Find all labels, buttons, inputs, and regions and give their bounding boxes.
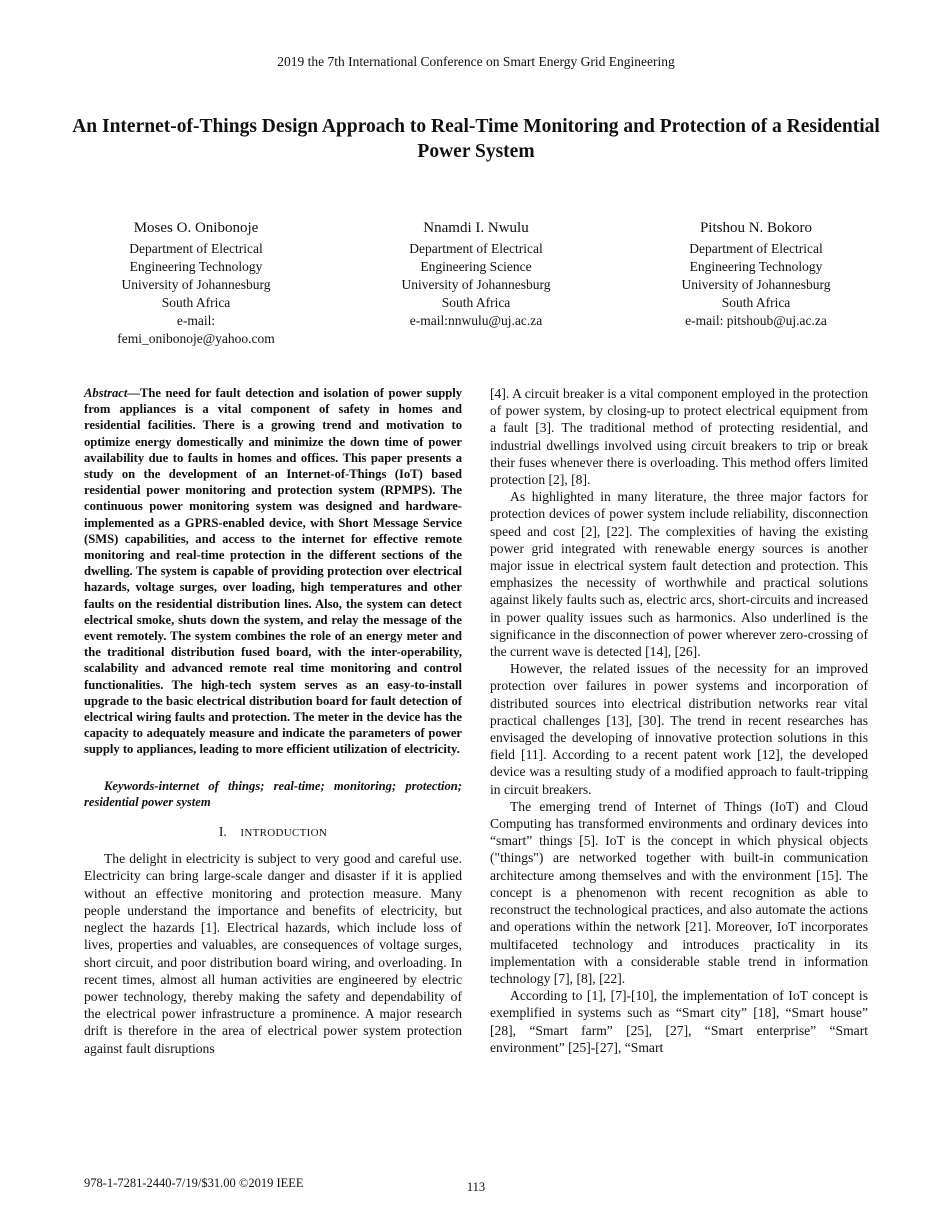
author-affiliation-line: South Africa [161,295,231,310]
keywords: Keywords-internet of things; real-time; monitoring; protection; residential power system [84,778,462,809]
body-paragraph: [4]. A circuit breaker is a vital component employed in the protection of power system, by closing-up to protect electrical equipment from a fault [3]. The traditional method of protecting residential, and industrial dwellings involved using circuit breakers to trip or break their fuses whenever there is overloading. This method offers limited protection [2], [8]. [490,386,868,488]
author-affiliation-line: Department of Electrical [409,241,543,256]
abstract-text: —The need for fault detection and isolation of power supply from appliances is a vital component of safety in homes and residential facilities. There is a growing trend and motivation to optimize energy domestically and minimize the down time of power availability due to faults in homes and offices. This paper presents a study on the development of an Internet-of-Things (IoT) based residential power monitoring and protection system (RPMPS). The continuous power monitoring system was designed and hardware-implemented as a GPRS-enabled device, with Short Message Service (SMS) capabilities, and access to the internet for effective remote monitoring and real-time protection in the different sections of the dwelling. The system is capable of providing protection over electrical hazards, voltage surges, over loading, high temperatures and other faults on the residential distribution lines. Also, the system can detect electrical smoke, shuts down the system, and relay the message of the event remotely. The system combines the role of an energy meter and the traditional distribution fused board, with the inter-operability, scalability and advanced remote real time monitoring and control functionalities. The high-tech system serves as an easy-to-install upgrade to the basic electrical distribution board for fault detection of electrical wiring faults and protection. The meter in the device has the capacity to adequately measure and indicate the parameters of power supply to appliances, leading to more efficient utilization of electricity. [84,386,462,757]
author-email[interactable]: e-mail:nnwulu@uj.ac.za [409,313,543,328]
author-3 [616,219,896,348]
author-name: Pitshou N. Bokoro [699,220,813,236]
body-paragraph: According to [1], [7]-[10], the implementation of IoT concept is exemplified in systems such as “Smart city” [18], “Smart house” [28], “Smart farm” [25], [27], “Smart enterprise” “Smart environment” [25]-[27], “Smart [490,988,868,1055]
author-affiliation-line: South Africa [441,295,511,310]
author-name: Moses O. Onibonoje [133,220,259,236]
section-title: INTRODUCTION [240,827,328,840]
body-paragraph: The delight in electricity is subject to very good and careful use. Electricity can bring large-scale danger and disaster if it is applied without an effective monitoring and protection measure. Many people understand the importance and benefits of electricity, but neglect the hazards [1]. Electrical hazards, which include loss of lives, properties and valuables, are consequences of voltage surges, short circuit, and poor distribution board wiring, and overloading. In recent times, almost all human activities are engineered by electric power technology, thereby making the safety and dependability of the electrical power infrastructure a prominence. A major research drift is therefore in the area of electrical power system protection against fault disruptions [84,851,462,1056]
author-name: Nnamdi I. Nwulu [423,220,529,236]
right-column [490,385,868,1056]
section-heading-introduction [84,823,462,842]
author-affiliation-line: Engineering Technology [129,259,263,274]
body-paragraph: As highlighted in many literature, the three major factors for protection devices of power system include reliability, disconnection speed and cost [2], [22]. The complexities of having the existing power grid integrated with renewable energy sources is another major issue in electrical system fault detection and protection. This emphasizes the necessity of worthwhile and practical solutions against likely faults such as, electric arcs, short-circuits and increased in power quality issues such as harmonics. Also underlined is the significance in the disconnection of power wherever zero-crossing of the current wave is detected [14], [26]. [490,489,868,660]
author-affiliation-line: Engineering Technology [689,259,823,274]
author-1 [56,219,336,348]
body-paragraph: However, the related issues of the necessity for an improved protection over failures in power systems and incorporation of distributed sources into electrical distribution networks rear vital practical challenges [13], [30]. The trend in recent researches has envisaged the developing of innovative protection solutions in this field [11]. According to a recent patent work [12], the developed device was a resulting study of a modified approach to fault-tripping in circuit breakers. [490,661,868,797]
author-affiliation-line: Department of Electrical [689,241,823,256]
author-affiliation-line: Department of Electrical [129,241,263,256]
body-paragraph: The emerging trend of Internet of Things (IoT) and Cloud Computing has transformed environments and ordinary devices into “smart” things [5]. IoT is the concept in which physical objects ("things") are networked together with built-in communication architecture among themselves and with the environment [15]. The concept is a phenomenon with recent recognition as able to reconstruct the technological practices, and also automate the actions and operations within the network [21]. Moreover, IoT incorporates multifaceted technology and introduces practicality in its implementation with a considerable stable trend in information technology [7], [8], [22]. [490,798,868,986]
author-2 [336,219,616,348]
section-number: I. [218,824,227,840]
author-affiliation-line: University of Johannesburg [681,277,831,292]
left-column [84,385,462,1057]
author-affiliation-line: University of Johannesburg [401,277,551,292]
author-email-label: e-mail: [176,313,216,328]
page-number: 113 [466,1180,486,1194]
paper-title: An Internet-of-Things Design Approach to Real-Time Monitoring and Protection of a Residential Power System [72,116,880,162]
author-affiliation-line: South Africa [721,295,791,310]
author-email[interactable]: e-mail: pitshoub@uj.ac.za [685,313,827,328]
author-affiliation-line: Engineering Science [420,259,532,274]
abstract [84,385,462,758]
author-affiliation-line: University of Johannesburg [121,277,271,292]
copyright-notice: 978-1-7281-2440-7/19/$31.00 ©2019 IEEE [84,1176,304,1190]
conference-header: 2019 the 7th International Conference on Smart Energy Grid Engineering [277,54,675,69]
author-block [56,219,896,348]
author-email[interactable]: femi_onibonoje@yahoo.com [117,331,275,346]
abstract-label: Abstract [84,386,128,400]
